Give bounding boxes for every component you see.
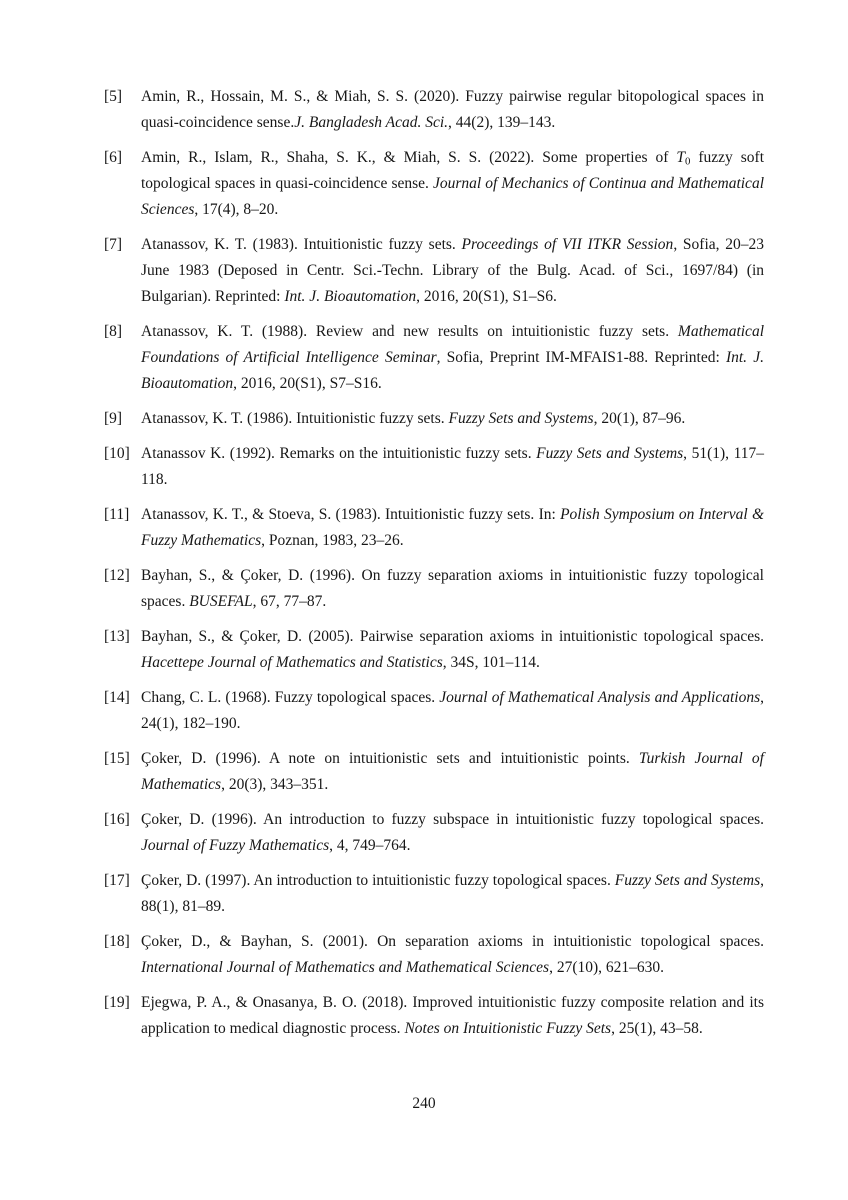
reference-text [141, 807, 764, 859]
page-number: 240 [412, 1095, 436, 1112]
reference-text-segment: , 2016, 20(S1), S1–S6. [416, 288, 557, 305]
reference-text-segment: J. Bangladesh Acad. Sci. [294, 114, 449, 131]
reference-item [104, 145, 764, 223]
reference-item [104, 84, 764, 136]
reference-item [104, 868, 764, 920]
reference-text [141, 868, 764, 920]
reference-text [141, 990, 764, 1042]
reference-text-segment: , 25(1), 43–58. [611, 1020, 703, 1037]
reference-label: [16] [104, 811, 130, 828]
reference-text-segment: 0 [684, 155, 691, 168]
reference-label: [18] [104, 933, 130, 950]
reference-label: [7] [104, 236, 123, 253]
reference-label: [8] [104, 323, 123, 340]
references-list [104, 84, 764, 1051]
reference-label: [14] [104, 689, 130, 706]
reference-item [104, 929, 764, 981]
reference-item [104, 319, 764, 397]
reference-text-segment: , 2016, 20(S1), S7–S16. [233, 375, 382, 392]
reference-text [141, 406, 764, 432]
reference-text-segment: International Journal of Mathematics and Mathematical Sciences [141, 959, 550, 976]
reference-text-segment: , 17(4), 8–20. [194, 201, 279, 218]
reference-label: [12] [104, 567, 130, 584]
reference-item [104, 624, 764, 676]
reference-text-segment: , 44(2), 139–143. [448, 114, 556, 131]
reference-item [104, 406, 764, 432]
reference-item [104, 563, 764, 615]
reference-item [104, 685, 764, 737]
reference-text [141, 746, 764, 798]
reference-text-segment: Hacettepe Journal of Mathematics and Statistics [141, 654, 443, 671]
reference-text-segment: Bayhan, S., & Çoker, D. (2005). Pairwise separation axioms in intuitionistic topological spaces. [141, 628, 764, 645]
reference-label: [6] [104, 149, 123, 166]
reference-text-segment: Int. J. Bioautomation [141, 349, 764, 392]
reference-text-segment: Turkish Journal of Mathematics [141, 750, 764, 793]
reference-text-segment: , 27(10), 621–630. [549, 959, 665, 976]
reference-label: [19] [104, 994, 130, 1011]
reference-text-segment: Bayhan, S., & Çoker, D. (1996). On fuzzy separation axioms in intuitionistic fuzzy topological spaces. [141, 567, 764, 610]
reference-text-segment: , Sofia, 20–23 June 1983 (Deposed in Centr. Sci.-Techn. Library of the Bulg. Acad. of Sci., 1697/84) (in Bulgarian). Reprinted: [141, 236, 764, 305]
reference-text-segment: Journal of Mathematical Analysis and Applications [439, 689, 761, 706]
reference-text [141, 624, 764, 676]
reference-label: [17] [104, 872, 130, 889]
reference-text-segment: , 24(1), 182–190. [141, 689, 764, 732]
reference-text-segment: , 20(1), 87–96. [593, 410, 686, 427]
reference-text [141, 502, 764, 554]
reference-text-segment: Chang, C. L. (1968). Fuzzy topological spaces. [141, 689, 440, 706]
reference-text-segment: Fuzzy Sets and Systems [448, 410, 594, 427]
reference-text-segment: , Poznan, 1983, 23–26. [261, 532, 404, 549]
reference-text [141, 685, 764, 737]
reference-text-segment: , 34S, 101–114. [442, 654, 540, 671]
reference-text-segment: fuzzy soft topological spaces in quasi-coincidence sense. [141, 149, 765, 192]
reference-text-segment: , 4, 749–764. [329, 837, 411, 854]
reference-label: [9] [104, 410, 123, 427]
reference-text-segment: Polish Symposium on Interval & Fuzzy Mathematics [141, 506, 765, 549]
reference-item [104, 990, 764, 1042]
reference-text-segment: BUSEFAL [189, 593, 253, 610]
reference-text-segment: Atanassov, K. T. (1988). Review and new results on intuitionistic fuzzy sets. [141, 323, 678, 340]
reference-text-segment: Fuzzy Sets and Systems [614, 872, 761, 889]
reference-text [141, 84, 764, 136]
reference-text [141, 232, 764, 310]
reference-label: [15] [104, 750, 130, 767]
reference-item [104, 441, 764, 493]
reference-item [104, 502, 764, 554]
reference-text-segment: , 51(1), 117–118. [141, 445, 764, 488]
reference-text-segment: T [676, 149, 685, 166]
reference-text-segment: Atanassov, K. T. (1986). Intuitionistic fuzzy sets. [141, 410, 449, 427]
reference-text [141, 319, 764, 397]
reference-text [141, 441, 764, 493]
reference-text-segment: Proceedings of VII ITKR Session [461, 236, 674, 253]
reference-text-segment: Int. J. Bioautomation [284, 288, 417, 305]
reference-label: [11] [104, 506, 130, 523]
reference-item [104, 232, 764, 310]
reference-text-segment: , 67, 77–87. [252, 593, 327, 610]
reference-item [104, 746, 764, 798]
reference-text-segment: , 20(3), 343–351. [221, 776, 329, 793]
reference-text-segment: Çoker, D. (1996). A note on intuitionistic sets and intuitionistic points. [141, 750, 639, 767]
reference-text-segment: Mathematical Foundations of Artificial Intelligence Seminar [141, 323, 764, 366]
reference-text-segment: , 88(1), 81–89. [141, 872, 764, 915]
reference-text-segment: Çoker, D. (1997). An introduction to intuitionistic fuzzy topological spaces. [141, 872, 615, 889]
reference-label: [5] [104, 88, 123, 105]
reference-text-segment: Journal of Mechanics of Continua and Mathematical Sciences [141, 175, 764, 218]
reference-text-segment: Atanassov K. (1992). Remarks on the intuitionistic fuzzy sets. [141, 445, 537, 462]
reference-text-segment: Amin, R., Hossain, M. S., & Miah, S. S. (2020). Fuzzy pairwise regular bitopological spaces in quasi-coincidence sense. [141, 88, 764, 131]
reference-text-segment: Journal of Fuzzy Mathematics [141, 837, 330, 854]
reference-text-segment: , Sofia, Preprint IM-MFAIS1-88. Reprinted: [436, 349, 726, 366]
reference-label: [10] [104, 445, 130, 462]
reference-text [141, 145, 764, 223]
reference-text-segment: Çoker, D., & Bayhan, S. (2001). On separation axioms in intuitionistic topological spaces. [141, 933, 764, 950]
reference-text [141, 563, 764, 615]
reference-text-segment: Çoker, D. (1996). An introduction to fuzzy subspace in intuitionistic fuzzy topological spaces. [141, 811, 764, 828]
reference-text [141, 929, 764, 981]
reference-text-segment: Notes on Intuitionistic Fuzzy Sets [404, 1020, 612, 1037]
reference-item [104, 807, 764, 859]
reference-label: [13] [104, 628, 130, 645]
reference-text-segment: Atanassov, K. T. (1983). Intuitionistic fuzzy sets. [141, 236, 462, 253]
reference-text-segment: Amin, R., Islam, R., Shaha, S. K., & Miah, S. S. (2022). Some properties of [141, 149, 677, 166]
reference-text-segment: Atanassov, K. T., & Stoeva, S. (1983). Intuitionistic fuzzy sets. In: [141, 506, 561, 523]
reference-text-segment: Ejegwa, P. A., & Onasanya, B. O. (2018). Improved intuitionistic fuzzy composite relation and its application to medical diagnostic process. [141, 994, 764, 1037]
reference-text-segment: Fuzzy Sets and Systems [536, 445, 684, 462]
